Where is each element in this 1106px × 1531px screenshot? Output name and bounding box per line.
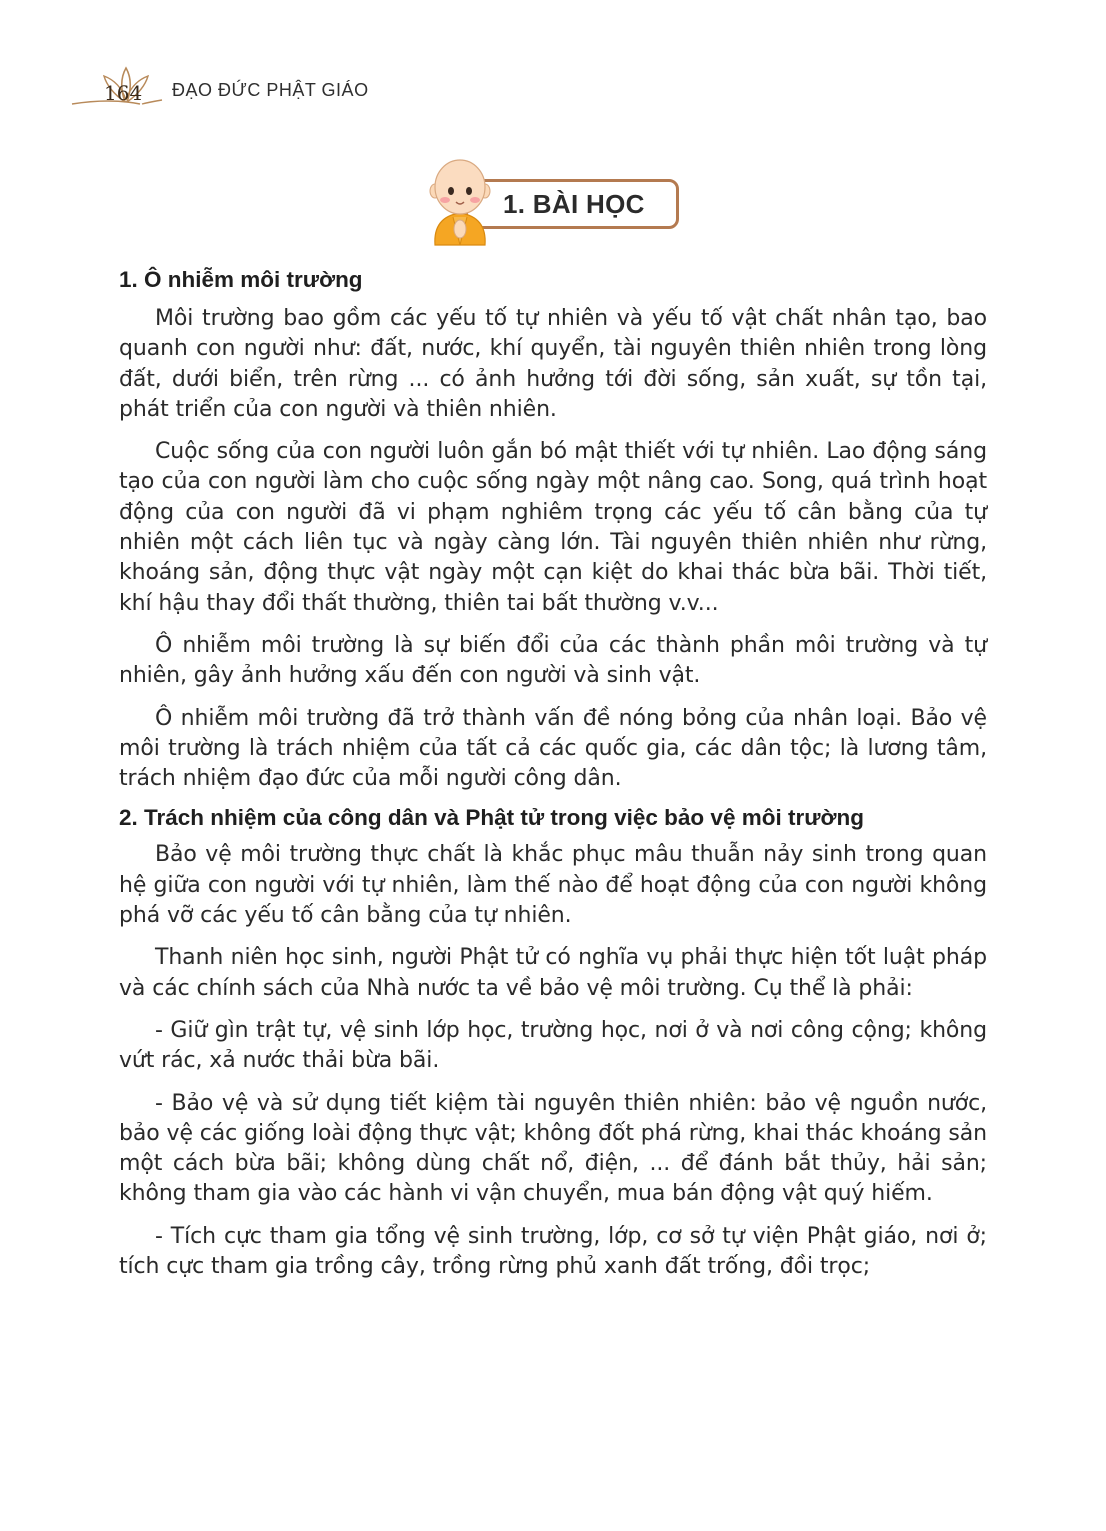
page-number: 164 bbox=[104, 81, 143, 105]
lesson-banner bbox=[425, 155, 687, 247]
lesson-title: 1. BÀI HỌC bbox=[503, 189, 645, 219]
paragraph: Cuộc sống của con người luôn gắn bó mật thiết với tự nhiên. Lao động sáng tạo của con người làm cho cuộc sống ngày một nâng cao. Song, quá trình hoạt động của con người đã vi phạm nghiêm trọng các yếu tố cân bằng của tự nhiên một cách liên tục và ngày càng lớn. Tài nguyên thiên nhiên như rừng, khoáng sản, động thực vật ngày một cạn kiệt do khai thác bừa bãi. Thời tiết, khí hậu thay đổi thất thường, thiên tai bất thường v.v... bbox=[119, 439, 987, 616]
paragraph: Thanh niên học sinh, người Phật tử có nghĩa vụ phải thực hiện tốt luật pháp và các chính sách của Nhà nước ta về bảo vệ môi trường. Cụ thể là phải: bbox=[119, 945, 987, 1001]
section-heading: 1. Ô nhiễm môi trường bbox=[119, 267, 363, 292]
monk-mascot-icon bbox=[425, 155, 495, 247]
page-header bbox=[70, 64, 490, 112]
main-content bbox=[119, 262, 987, 1282]
list-item: - Giữ gìn trật tự, vệ sinh lớp học, trường học, nơi ở và nơi công cộng; không vứt rác, xả nước thải bừa bãi. bbox=[119, 1017, 987, 1074]
list-item: - Tích cực tham gia tổng vệ sinh trường, lớp, cơ sở tự viện Phật giáo, nơi ở; tích cực tham gia trồng cây, trồng rừng phủ xanh đất trống, đồi trọc; bbox=[119, 1223, 987, 1280]
list-item: - Bảo vệ và sử dụng tiết kiệm tài nguyên thiên nhiên: bảo vệ nguồn nước, bảo vệ các giống loài động thực vật; không đốt phá rừng, khai thác khoáng sản một cách bừa bãi; không dùng chất nổ, điện, ... để đánh bắt thủy, hải sản; không tham gia vào các hành vi vận chuyển, mua bán động vật quý hiếm. bbox=[119, 1090, 987, 1207]
paragraph: Ô nhiễm môi trường đã trở thành vấn đề nóng bỏng của nhân loại. Bảo vệ môi trường là trách nhiệm của tất cả các quốc gia, các dân tộc; là lương tâm, trách nhiệm đạo đức của mỗi người công dân. bbox=[119, 705, 987, 792]
paragraph: Bảo vệ môi trường thực chất là khắc phục mâu thuẫn nảy sinh trong quan hệ giữa con người với tự nhiên, làm thế nào để hoạt động của con người không phá vỡ các yếu tố cân bằng của tự nhiên. bbox=[119, 842, 987, 929]
section-heading: 2. Trách nhiệm của công dân và Phật tử trong việc bảo vệ môi trường bbox=[119, 805, 864, 831]
paragraph: Môi trường bao gồm các yếu tố tự nhiên và yếu tố vật chất nhân tạo, bao quanh con người như: đất, nước, khí quyển, tài nguyên thiên nhiên trong lòng đất, dưới biển, trên rừng ... có ảnh hưởng tới đời sống, sản xuất, sự tồn tại, phát triển của con người và thiên nhiên. bbox=[119, 306, 987, 422]
paragraph: Ô nhiễm môi trường là sự biến đổi của các thành phần môi trường và tự nhiên, gây ảnh hưởng xấu đến con người và sinh vật. bbox=[119, 632, 987, 689]
book-title: ĐẠO ĐỨC PHẬT GIÁO bbox=[172, 80, 369, 100]
